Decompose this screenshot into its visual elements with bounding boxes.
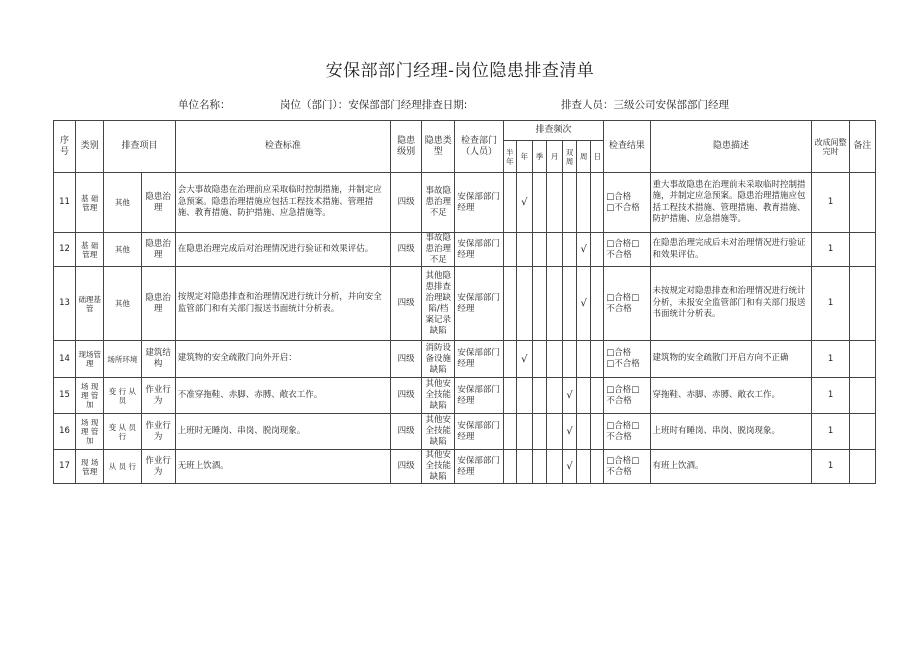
row-result[interactable]	[604, 267, 650, 341]
row-freq-cell	[577, 450, 591, 484]
header-desc: 隐患描述	[650, 121, 812, 173]
row-subcategory: 变 从 员 行	[104, 414, 141, 450]
row-freq-cell	[591, 267, 604, 341]
header-freq-season: 季	[532, 141, 546, 173]
row-category: 基 础 管理	[76, 233, 104, 267]
row-item: 作业行为	[141, 414, 175, 450]
table-row	[54, 173, 876, 233]
row-freq-cell	[577, 414, 591, 450]
row-standard: 不准穿拖鞋、赤脚、赤膊、敞衣工作。	[175, 378, 390, 414]
row-category: 场 现理 管加	[76, 378, 104, 414]
row-type: 事故隐患治理不足	[422, 173, 455, 233]
row-freq-cell: √	[563, 378, 577, 414]
result-option[interactable]: □合格	[606, 191, 632, 202]
info-line	[0, 97, 920, 113]
result-option[interactable]: 不合格	[606, 466, 632, 477]
row-freq-cell	[516, 378, 532, 414]
row-item: 作业行为	[141, 378, 175, 414]
result-option[interactable]: 不合格	[606, 395, 632, 406]
row-type: 消防设备设施缺陷	[422, 341, 455, 378]
row-item: 隐患治理	[141, 267, 175, 341]
row-subcategory: 其他	[104, 267, 141, 341]
row-dept: 安保部部门经理	[455, 341, 503, 378]
row-freq-cell	[563, 233, 577, 267]
row-freq-cell	[546, 450, 562, 484]
header-deadline: 改成间整完时	[812, 121, 849, 173]
row-freq-cell	[577, 341, 591, 378]
row-freq-cell	[591, 341, 604, 378]
inspector-label: 排查人员：三级公司安保部部门经理	[561, 99, 729, 111]
row-type: 其他安全技能缺陷	[422, 450, 455, 484]
row-freq-cell	[503, 173, 516, 233]
header-standard: 检查标准	[175, 121, 390, 173]
row-type: 其他安全技能缺陷	[422, 414, 455, 450]
row-freq-cell	[532, 414, 546, 450]
result-option[interactable]: □合格	[606, 348, 632, 358]
row-result[interactable]	[604, 173, 650, 233]
row-freq-cell	[516, 414, 532, 450]
row-type: 其他隐患排查治理缺陷/档案记录缺陷	[422, 267, 455, 341]
row-standard: 在隐患治理完成后对治理情况进行验证和效果评估。	[175, 233, 390, 267]
row-level: 四级	[391, 378, 422, 414]
result-option[interactable]: □合格□	[606, 420, 640, 431]
row-freq-cell	[532, 341, 546, 378]
row-deadline: 1	[812, 450, 849, 484]
header-freq: 排查频次	[503, 121, 604, 141]
row-subcategory: 从 员 行	[104, 450, 141, 484]
row-freq-cell	[546, 414, 562, 450]
row-freq-cell	[577, 378, 591, 414]
row-freq-cell	[563, 267, 577, 341]
header-item: 排查项目	[104, 121, 175, 173]
row-freq-cell: √	[516, 173, 532, 233]
row-freq-cell	[591, 233, 604, 267]
row-item: 作业行为	[141, 450, 175, 484]
row-standard: 无班上饮酒。	[175, 450, 390, 484]
result-option[interactable]: □合格□	[606, 384, 640, 395]
row-level: 四级	[391, 233, 422, 267]
row-deadline: 1	[812, 414, 849, 450]
header-freq-month: 月	[546, 141, 562, 173]
row-description: 上班时有睡岗、串岗、脱岗现象。	[650, 414, 812, 450]
row-type: 事故隐患治理不足	[422, 233, 455, 267]
row-subcategory: 其他	[104, 173, 141, 233]
row-freq-cell	[546, 341, 562, 378]
row-seq: 14	[54, 341, 76, 378]
row-freq-cell: √	[563, 414, 577, 450]
row-standard: 上班时无睡岗、串岗、脱岗现象。	[175, 414, 390, 450]
row-freq-cell	[532, 450, 546, 484]
header-seq: 序号	[54, 121, 76, 173]
row-subcategory: 其他	[104, 233, 141, 267]
row-level: 四级	[391, 341, 422, 378]
result-option[interactable]: □不合格	[606, 202, 640, 213]
table-row	[54, 233, 876, 267]
result-option[interactable]: □合格□	[606, 292, 640, 303]
result-option[interactable]: 不合格	[606, 431, 632, 442]
row-category: 现 场 管理	[76, 450, 104, 484]
hazard-checklist-table	[53, 120, 876, 484]
header-result: 检查结果	[604, 121, 650, 173]
table-row	[54, 414, 876, 450]
row-note	[849, 341, 875, 378]
header-level: 隐患级别	[391, 121, 422, 173]
result-option[interactable]: □合格□	[606, 238, 640, 249]
row-note	[849, 414, 875, 450]
row-freq-cell	[503, 378, 516, 414]
row-dept: 安保部部门经理	[455, 450, 503, 484]
row-note	[849, 378, 875, 414]
result-option[interactable]: □不合格	[606, 359, 640, 369]
header-note: 备注	[849, 121, 875, 173]
row-dept: 安保部部门经理	[455, 267, 503, 341]
row-dept: 安保部部门经理	[455, 173, 503, 233]
table-row	[54, 341, 876, 378]
row-level: 四级	[391, 173, 422, 233]
row-dept: 安保部部门经理	[455, 414, 503, 450]
row-seq: 12	[54, 233, 76, 267]
post-label: 岗位（部门）：安保部部门经理排查日期:	[280, 99, 468, 111]
row-freq-cell	[546, 378, 562, 414]
row-standard: 会大事故隐患在治理前应采取临时控制措施，并制定应急预案。隐患治理措施应包括工程技术措施、管理措施、教育措施、防护措施、应急措施等。	[175, 173, 390, 233]
row-seq: 11	[54, 173, 76, 233]
table-row	[54, 378, 876, 414]
row-level: 四级	[391, 267, 422, 341]
row-description: 穿拖鞋、赤脚、赤膊、敞衣工作。	[650, 378, 812, 414]
table-row	[54, 450, 876, 484]
row-freq-cell	[532, 378, 546, 414]
row-result[interactable]	[604, 450, 650, 484]
row-freq-cell	[577, 173, 591, 233]
row-description: 有班上饮酒。	[650, 450, 812, 484]
unit-label: 单位名称：	[178, 99, 231, 111]
row-subcategory: 场所环境	[104, 341, 141, 378]
row-description: 未按规定对隐患排查和治理情况进行统计分析，未报安全监管部门和有关部门报送书面统计分析表。	[650, 267, 812, 341]
row-subcategory: 变 行 从 员	[104, 378, 141, 414]
row-freq-cell: √	[577, 233, 591, 267]
document-title: 安保部部门经理-岗位隐患排查清单	[325, 61, 595, 81]
header-freq-half: 半年	[503, 141, 516, 173]
row-seq: 13	[54, 267, 76, 341]
row-freq-cell	[546, 173, 562, 233]
row-level: 四级	[391, 414, 422, 450]
row-freq-cell	[591, 173, 604, 233]
row-note	[849, 450, 875, 484]
row-result[interactable]	[604, 341, 650, 378]
row-freq-cell	[546, 233, 562, 267]
row-category: 基 础 管理	[76, 173, 104, 233]
row-deadline: 1	[812, 378, 849, 414]
row-result[interactable]	[604, 233, 650, 267]
row-dept: 安保部部门经理	[455, 233, 503, 267]
row-item: 隐患治理	[141, 173, 175, 233]
row-freq-cell	[591, 378, 604, 414]
row-seq: 17	[54, 450, 76, 484]
row-freq-cell	[503, 341, 516, 378]
header-type: 隐患类型	[422, 121, 455, 173]
row-dept: 安保部部门经理	[455, 378, 503, 414]
row-freq-cell	[516, 233, 532, 267]
header-freq-week: 周	[577, 141, 591, 173]
row-freq-cell	[532, 267, 546, 341]
row-level: 四级	[391, 450, 422, 484]
row-description: 重大事故隐患在治理前未采取临时控制措施，并制定应急预案。隐患治理措施应包括工程技术措施、管理措施、教育措施、防护措施、应急措施等。	[650, 173, 812, 233]
row-freq-cell: √	[563, 450, 577, 484]
row-freq-cell	[516, 450, 532, 484]
row-type: 其他安全技能缺陷	[422, 378, 455, 414]
row-freq-cell	[563, 173, 577, 233]
row-freq-cell	[503, 267, 516, 341]
row-seq: 16	[54, 414, 76, 450]
row-deadline: 1	[812, 341, 849, 378]
row-freq-cell	[591, 414, 604, 450]
row-standard: 按规定对隐患排查和治理情况进行统计分析，并向安全监管部门和有关部门报送书面统计分析表。	[175, 267, 390, 341]
table-row	[54, 267, 876, 341]
row-deadline: 1	[812, 267, 849, 341]
row-freq-cell	[546, 267, 562, 341]
row-item: 建筑结构	[141, 341, 175, 378]
row-freq-cell	[503, 414, 516, 450]
row-freq-cell	[591, 450, 604, 484]
row-freq-cell	[503, 450, 516, 484]
header-freq-biweek: 双周	[563, 141, 577, 173]
result-option[interactable]: 不合格	[606, 249, 632, 260]
row-freq-cell	[563, 341, 577, 378]
row-freq-cell	[503, 233, 516, 267]
row-deadline: 1	[812, 173, 849, 233]
row-category: 现场管理	[76, 341, 104, 378]
result-option[interactable]: 不合格	[606, 303, 632, 314]
row-result[interactable]	[604, 378, 650, 414]
row-freq-cell: √	[577, 267, 591, 341]
row-freq-cell	[532, 233, 546, 267]
row-deadline: 1	[812, 233, 849, 267]
row-standard: 建筑物的安全疏散门向外开启：	[175, 341, 390, 378]
row-note	[849, 267, 875, 341]
row-freq-cell	[516, 267, 532, 341]
row-note	[849, 233, 875, 267]
header-category: 类别	[76, 121, 104, 173]
row-category: 场 现理 管加	[76, 414, 104, 450]
row-freq-cell: √	[516, 341, 532, 378]
row-description: 建筑物的安全疏散门开启方向不正确	[650, 341, 812, 378]
row-note	[849, 173, 875, 233]
header-freq-day: 日	[591, 141, 604, 173]
row-category: 础理基管	[76, 267, 104, 341]
row-description: 在隐患治理完成后未对治理情况进行验证和效果评估。	[650, 233, 812, 267]
row-seq: 15	[54, 378, 76, 414]
row-freq-cell	[532, 173, 546, 233]
row-item: 隐患治理	[141, 233, 175, 267]
row-result[interactable]	[604, 414, 650, 450]
header-freq-year: 年	[516, 141, 532, 173]
result-option[interactable]: □合格□	[606, 455, 640, 466]
header-dept: 检查部门（人员）	[455, 121, 503, 173]
